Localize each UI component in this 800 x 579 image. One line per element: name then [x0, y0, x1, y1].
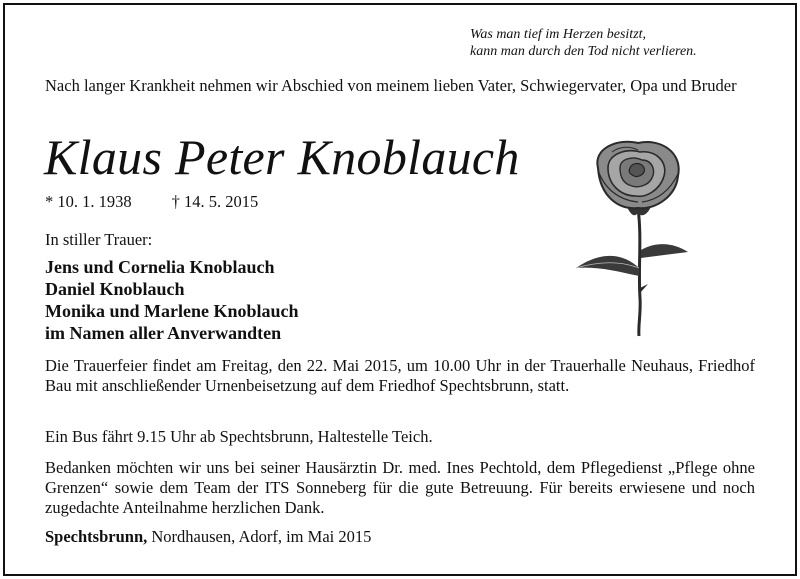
mourning-label: In stiller Trauer: — [45, 230, 153, 249]
motto-quote — [470, 26, 752, 60]
birth-date: * 10. 1. 1938 — [45, 192, 132, 211]
deceased-name: Klaus Peter Knoblauch — [44, 129, 520, 185]
motto-line-1: Was man tief im Herzen besitzt, — [470, 27, 647, 42]
signature-place: Spechtsbrunn, — [45, 527, 148, 546]
life-dates — [45, 192, 258, 212]
mourner-line: im Namen aller Anverwandten — [45, 323, 282, 343]
rose-illustration — [568, 138, 698, 338]
mourner-line: Daniel Knoblauch — [45, 279, 185, 299]
thanks-text: Bedanken möchten wir uns bei seiner Hausärztin Dr. med. Ines Pechtold, dem Pflegedienst „Pflege ohne Grenzen“ sowie dem Team der ITS Sonneberg für die gute Betreuung. Für bereits erwiesene und noch zugedachte Anteilnahme herzlichen Dank. — [45, 458, 755, 517]
mourner-line: Jens und Cornelia Knoblauch — [45, 257, 275, 277]
mourner-line: Monika und Marlene Knoblauch — [45, 301, 299, 321]
death-date: † 14. 5. 2015 — [171, 192, 259, 211]
motto-line-2: kann man durch den Tod nicht verlieren. — [470, 44, 697, 59]
bus-info: Ein Bus fährt 9.15 Uhr ab Spechtsbrunn, Haltestelle Teich. — [45, 427, 433, 446]
signature-line — [45, 527, 371, 547]
mourners-list — [45, 256, 299, 344]
signature-rest: Nordhausen, Adorf, im Mai 2015 — [147, 527, 372, 546]
intro-text: Nach langer Krankheit nehmen wir Abschied von meinem lieben Vater, Schwiegervater, Opa und Bruder — [45, 76, 737, 95]
funeral-info: Die Trauerfeier findet am Freitag, den 22. Mai 2015, um 10.00 Uhr in der Trauerhalle Neuhaus, Friedhof Bau mit anschließender Urnenbeisetzung auf dem Friedhof Spechtsbrunn, statt. — [45, 356, 755, 395]
